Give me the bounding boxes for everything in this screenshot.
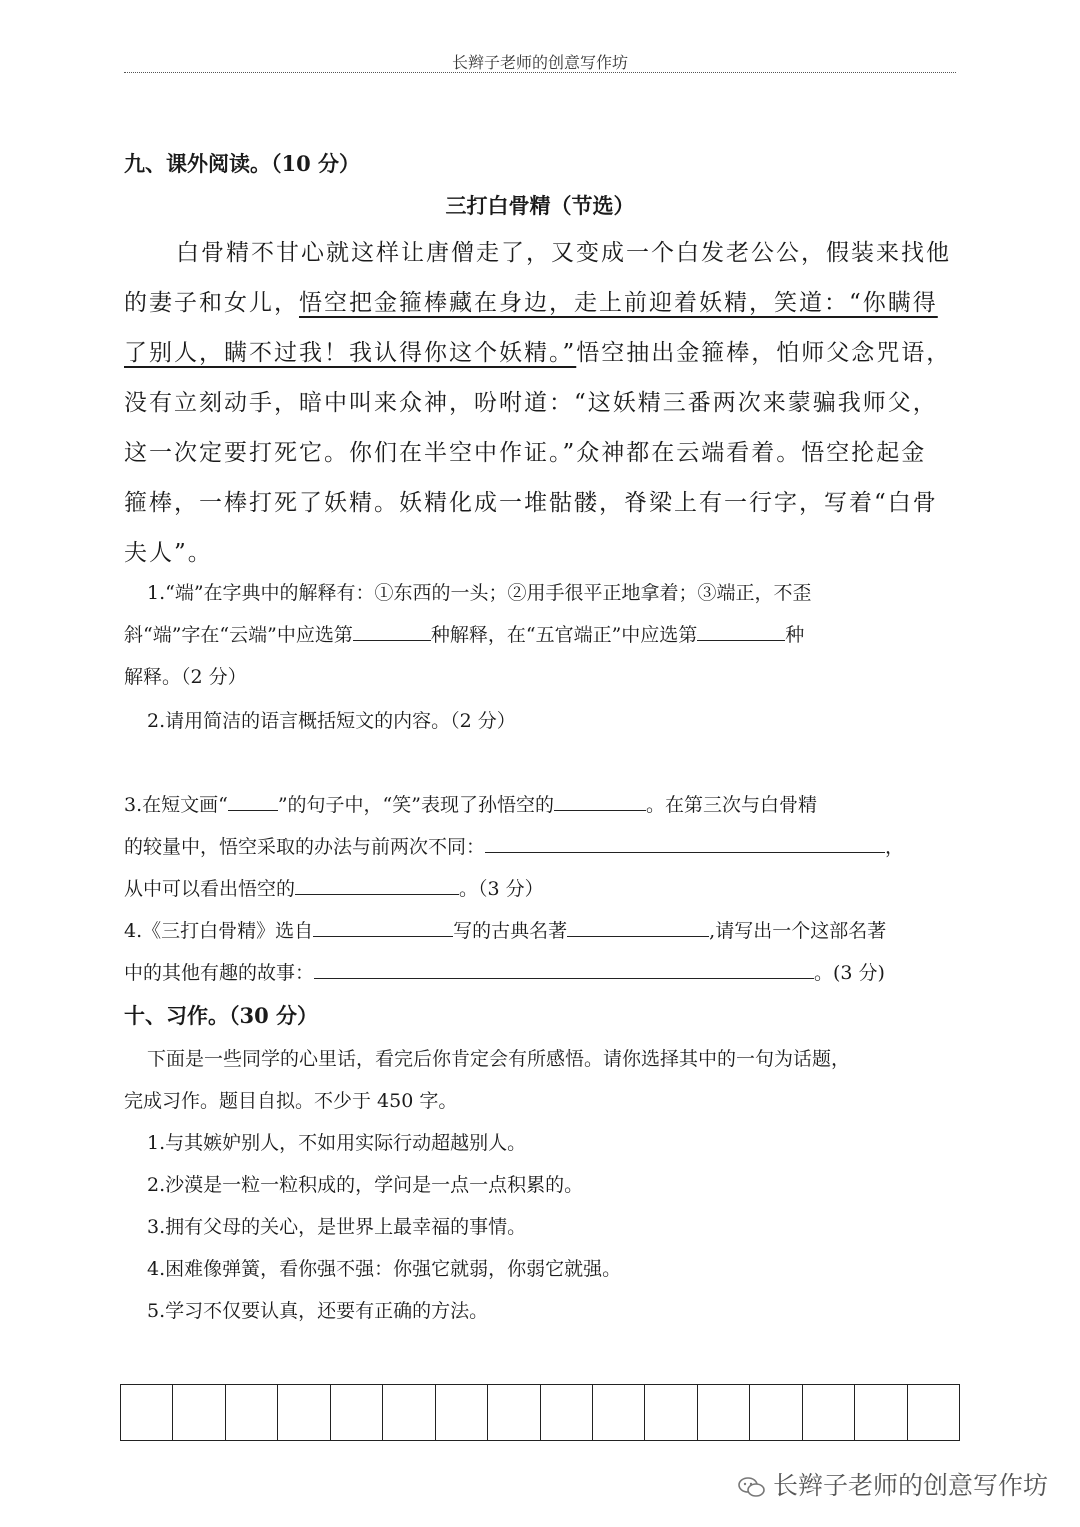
question-text: 。在第三次与白骨精 xyxy=(646,794,818,816)
page-header: 长辫子老师的创意写作坊 xyxy=(451,53,628,72)
watermark-text: 长辫子老师的创意写作坊 xyxy=(772,1471,1048,1500)
question-text: 种解释，在“五官端正”中应选第 xyxy=(430,624,698,646)
passage-text: 悟空抽出金箍棒，怕师父念咒语， xyxy=(576,340,952,366)
passage-line-1: 白骨精不甘心就这样让唐僧走了，又变成一个白发老公公，假装来找他 xyxy=(176,240,951,266)
writing-cell[interactable] xyxy=(331,1385,383,1440)
writing-cell[interactable] xyxy=(226,1385,278,1440)
writing-cell[interactable] xyxy=(803,1385,855,1440)
underline-marker xyxy=(228,792,278,811)
question-3-line-3 xyxy=(124,874,544,901)
question-text: 4.《三打白骨精》选自 xyxy=(124,920,314,942)
answer-blank[interactable] xyxy=(697,622,785,641)
question-text: 的较量中，悟空采取的办法与前两次不同： xyxy=(124,836,486,858)
question-text: ”的句子中，“笑”表现了孙悟空的 xyxy=(277,794,554,816)
answer-blank[interactable] xyxy=(295,876,459,895)
writing-cell[interactable] xyxy=(436,1385,488,1440)
answer-blank[interactable] xyxy=(567,918,709,937)
question-1-line-2 xyxy=(124,620,804,647)
question-text: ， xyxy=(885,836,905,858)
passage-text: 的妻子和女儿， xyxy=(124,290,299,316)
question-4-line-1 xyxy=(124,916,886,943)
answer-blank[interactable] xyxy=(314,960,814,979)
passage-line-5: 这一次定要打死它。你们在半空中作证。”众神都在云端看着。悟空抡起金 xyxy=(124,440,927,466)
question-text: 种 xyxy=(785,624,805,646)
header-divider xyxy=(124,72,956,73)
writing-cell[interactable] xyxy=(541,1385,593,1440)
passage-line-7: 夫人”。 xyxy=(124,540,213,566)
question-text: 从中可以看出悟空的 xyxy=(124,878,296,900)
question-text: 中的其他有趣的故事： xyxy=(124,962,315,984)
answer-blank[interactable] xyxy=(353,622,431,641)
section-9-title: 九、课外阅读。（10 分） xyxy=(124,151,361,176)
essay-topic-3: 3.拥有父母的关心，是世界上最幸福的事情。 xyxy=(147,1216,527,1238)
essay-topic-4: 4.困难像弹簧，看你强不强：你强它就弱，你弱它就强。 xyxy=(147,1258,622,1280)
question-text: 3.在短文画“ xyxy=(124,794,228,816)
essay-topic-2: 2.沙漠是一粒一粒积成的，学问是一点一点积累的。 xyxy=(147,1174,584,1196)
essay-topic-1: 1.与其嫉妒别人，不如用实际行动超越别人。 xyxy=(147,1132,527,1154)
question-4-line-2 xyxy=(124,958,885,985)
writing-cell[interactable] xyxy=(593,1385,645,1440)
writing-cell[interactable] xyxy=(645,1385,697,1440)
writing-grid xyxy=(120,1384,960,1441)
question-text: 写的古典名著 xyxy=(453,920,568,942)
answer-blank[interactable] xyxy=(485,834,885,853)
essay-topic-5: 5.学习不仅要认真，还要有正确的方法。 xyxy=(147,1300,489,1322)
underlined-sentence: 悟空把金箍棒藏在身边，走上前迎着妖精，笑道：“你瞒得 xyxy=(299,290,938,316)
writing-cell[interactable] xyxy=(121,1385,173,1440)
writing-cell[interactable] xyxy=(278,1385,330,1440)
writing-cell[interactable] xyxy=(855,1385,907,1440)
writing-cell[interactable] xyxy=(698,1385,750,1440)
answer-blank[interactable] xyxy=(554,792,646,811)
writing-cell[interactable] xyxy=(488,1385,540,1440)
writing-cell[interactable] xyxy=(908,1385,959,1440)
wechat-icon xyxy=(737,1476,767,1498)
question-text: 。（3 分） xyxy=(459,878,544,900)
writing-cell[interactable] xyxy=(383,1385,435,1440)
essay-intro-line-1: 下面是一些同学的心里话，看完后你肯定会有所感悟。请你选择其中的一句为话题， xyxy=(147,1048,851,1070)
passage-line-6: 箍棒，一棒打死了妖精。妖精化成一堆骷髅，脊梁上有一行字，写着“白骨 xyxy=(124,490,938,516)
question-text: 。(3 分) xyxy=(814,962,885,984)
question-text: ,请写出一个这部名著 xyxy=(709,920,887,942)
question-1-line-1: 1.“端”在字典中的解释有：①东西的一头；②用手很平正地拿着；③端正，不歪 xyxy=(147,582,812,604)
question-3-line-1 xyxy=(124,790,817,817)
section-10-title: 十、习作。（30 分） xyxy=(124,1003,319,1028)
essay-intro-line-2: 完成习作。题目自拟。不少于 450 字。 xyxy=(124,1090,458,1112)
passage-line-2 xyxy=(124,284,938,317)
passage-line-4: 没有立刻动手，暗中叫来众神，吩咐道：“这妖精三番两次来蒙骗我师父， xyxy=(124,390,938,416)
writing-cell[interactable] xyxy=(173,1385,225,1440)
watermark xyxy=(737,1466,1048,1502)
passage-title: 三打白骨精（节选） xyxy=(445,193,635,218)
question-1-line-3: 解释。（2 分） xyxy=(124,666,247,688)
answer-blank[interactable] xyxy=(313,918,453,937)
writing-cell[interactable] xyxy=(750,1385,802,1440)
question-text: 斜“端”字在“云端”中应选第 xyxy=(124,624,353,646)
question-2: 2.请用简洁的语言概括短文的内容。（2 分） xyxy=(147,710,516,732)
underlined-sentence-end: 了别人，瞒不过我！我认得你这个妖精。” xyxy=(124,340,577,366)
question-3-line-2 xyxy=(124,832,904,859)
passage-line-3 xyxy=(124,334,951,367)
